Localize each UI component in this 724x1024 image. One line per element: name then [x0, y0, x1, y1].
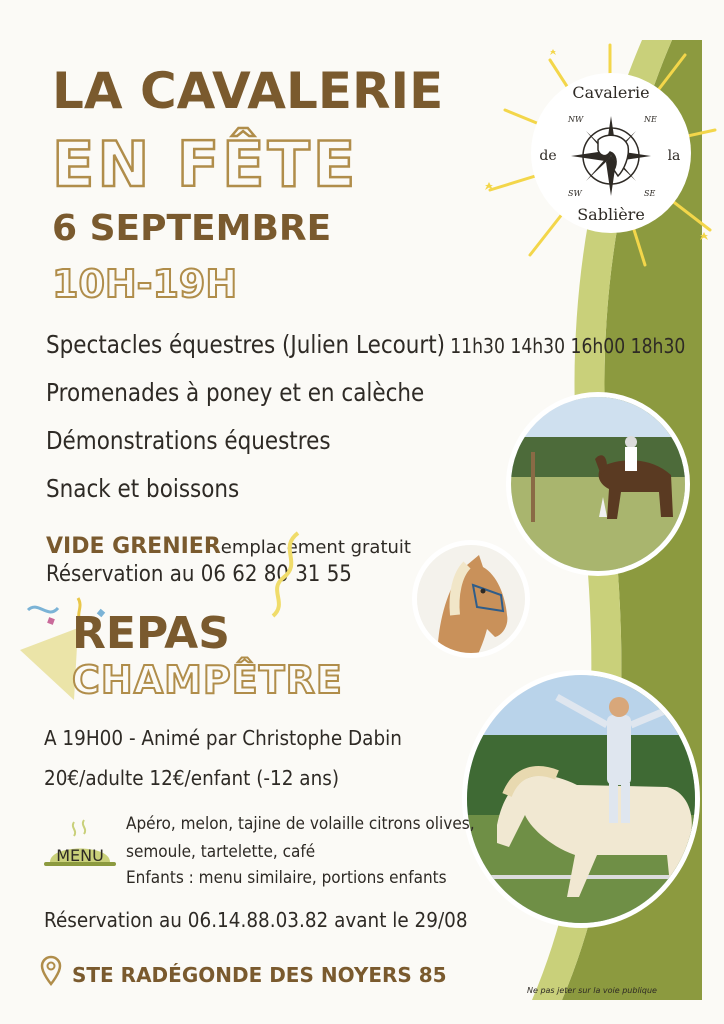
photo-standing-rider: [462, 670, 700, 928]
repas-title: REPAS: [72, 608, 230, 659]
repas-time-line: A 19H00 - Animé par Christophe Dabin: [44, 726, 402, 750]
logo-text-left: de: [539, 148, 557, 164]
logo-text-bottom: Sablière: [577, 205, 645, 224]
activity-label: Promenades à poney et en calèche: [46, 378, 425, 407]
cavalerie-logo: [528, 70, 694, 236]
vide-grenier-reservation: Réservation au 06 62 80 31 55: [46, 562, 352, 587]
menu-badge: [44, 842, 116, 870]
activity-times: 11h30 14h30 16h00 18h30: [450, 334, 686, 358]
event-hours: 10H-19H: [52, 262, 238, 306]
photo-horse-head: [412, 540, 530, 658]
vide-grenier-heading: [46, 534, 411, 559]
repas-reservation: Réservation au 06.14.88.03.82 avant le 29/08: [44, 908, 468, 932]
activity-item: [46, 378, 424, 407]
compass-label-se: SE: [644, 189, 656, 198]
vide-grenier-subtitle: emplacement gratuit: [220, 537, 411, 558]
menu-line: Enfants : menu similaire, portions enfants: [126, 868, 447, 888]
activity-item: [46, 474, 239, 503]
compass-label-sw: SW: [568, 189, 582, 198]
menu-line: semoule, tartelette, café: [126, 842, 316, 862]
logo-text-right: la: [667, 148, 681, 164]
legal-notice: Ne pas jeter sur la voie publique: [527, 986, 657, 995]
activity-label: Démonstrations équestres: [46, 426, 331, 455]
activity-label: Snack et boissons: [46, 474, 240, 503]
title-line1: LA CAVALERIE: [52, 62, 444, 120]
activity-item: [46, 330, 685, 359]
compass-label-ne: NE: [644, 115, 657, 124]
event-date: 6 SEPTEMBRE: [52, 208, 332, 249]
menu-badge-label: MENU: [56, 846, 104, 865]
repas-subtitle: CHAMPÊTRE: [72, 658, 343, 702]
logo-text-top: Cavalerie: [572, 83, 650, 102]
streamer-decoration: [258, 528, 308, 618]
menu-line: Apéro, melon, tajine de volaille citrons olives,: [126, 814, 475, 834]
title-line2: EN FÊTE: [52, 128, 359, 201]
compass-label-nw: NW: [568, 115, 584, 124]
event-address: STE RADÉGONDE DES NOYERS 85: [72, 963, 447, 987]
repas-price-line: 20€/adulte 12€/enfant (-12 ans): [44, 766, 340, 790]
activity-label: Spectacles équestres (Julien Lecourt): [46, 330, 446, 359]
location-pin-icon: [40, 955, 62, 987]
photo-rider-pony: [506, 392, 690, 576]
activity-item: [46, 426, 331, 455]
vide-grenier-title: VIDE GRENIER: [46, 534, 221, 559]
